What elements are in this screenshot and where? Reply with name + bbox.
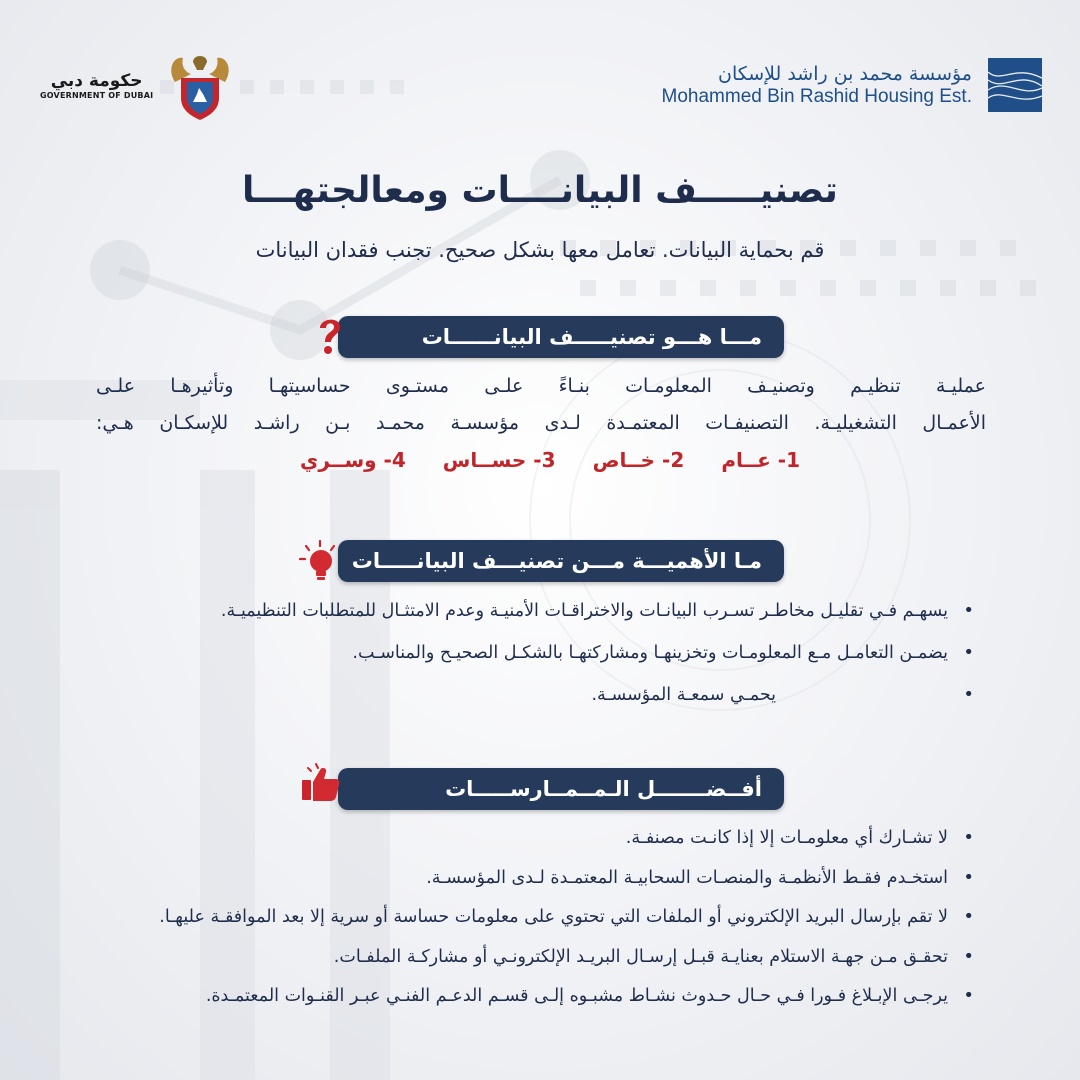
list-item: • تحقـق مـن جهـة الاستلام بعنايـة قبـل إرسـال البريـد الإلكترونـي أو مشاركـة الملفـات. [96, 942, 986, 982]
classification-sensitive: 3- حســاس [442, 448, 556, 472]
dubai-english-name: GOVERNMENT OF DUBAI [40, 90, 154, 100]
government-of-dubai-logo [40, 48, 237, 122]
section-heading-importance [338, 540, 784, 582]
mbr-logo-icon [988, 58, 1042, 112]
section-heading-best-practices [338, 768, 784, 810]
dubai-emblem-icon [163, 48, 237, 122]
list-item: • يضمـن التعامـل مـع المعلومـات وتخزينهـا ومشاركتهـا بالشكـل الصحيـح والمناسـب. [96, 638, 986, 680]
section-heading-label: مـــا هـــو تصنيـــــف البيانــــــات [421, 325, 762, 349]
classification-private: 2- خــاص [592, 448, 685, 472]
list-item: • استخـدم فقـط الأنظمـة والمنصـات السحابيـة المعتمـدة لـدى المؤسسـة. [96, 863, 986, 903]
classification-public: 1- عــام [721, 448, 800, 472]
classification-list [300, 448, 800, 472]
dubai-arabic-name: حكومة دبي [50, 70, 143, 91]
classification-secret: 4- وســري [300, 448, 406, 472]
mbr-arabic-name: مؤسسة محمد بن راشد للإسكان [718, 63, 972, 85]
list-item: • لا تقم بإرسال البريد الإلكتروني أو الملفات التي تحتوي على معلومات حساسة أو سرية إلا بعد الموافقـة عليهـا. [96, 902, 986, 942]
question-mark-icon [306, 312, 354, 360]
section-heading-what-is [338, 316, 784, 358]
list-item: • يرجـى الإبـلاغ فـورا فـي حـال حـدوث نشـاط مشبـوه إلـى قسـم الدعـم الفنـي عبـر القنـوات المعتمـدة. [96, 981, 986, 1021]
section-heading-label: أفــضـــــــل الـمــمــارســـــات [445, 777, 762, 801]
list-item: • يحمـي سمعـة المؤسسـة. [96, 680, 986, 722]
page-title: تصنيـــــف البيانــــات ومعالجتهـــا [242, 170, 838, 211]
section-heading-label: مـا الأهميـــة مـــن تصنيـــف البيانـــــات [351, 549, 762, 573]
definition-line-2: الأعمـال التشغيليـة. التصنيفـات المعتمـدة لـدى مؤسسـة محمـد بـن راشـد للإسكـان هـي: [96, 412, 986, 434]
lightbulb-icon [294, 537, 342, 585]
page-subtitle: قم بحماية البيانات. تعامل معها بشكل صحيح. تجنب فقدان البيانات [255, 238, 825, 262]
definition-line-1: عمليـة تنظيـم وتصنيـف المعلومـات بنـاءً علـى مستـوى حساسيتهـا وتأثيرهـا علـى [96, 375, 986, 397]
mbr-housing-logo [662, 58, 1042, 112]
mbr-english-name: Mohammed Bin Rashid Housing Est. [661, 86, 972, 107]
importance-list [96, 596, 986, 722]
thumbs-up-icon [296, 760, 344, 808]
list-item: • يسهـم فـي تقليـل مخاطـر تسـرب البيانـات والاختراقـات الأمنيـة وعدم الامتثـال للمتطلبات التنظيميـة. [96, 596, 986, 638]
best-practices-list [96, 823, 986, 1021]
classification-definition [96, 368, 986, 442]
list-item: • لا تشـارك أي معلومـات إلا إذا كانـت مصنفـة. [96, 823, 986, 863]
